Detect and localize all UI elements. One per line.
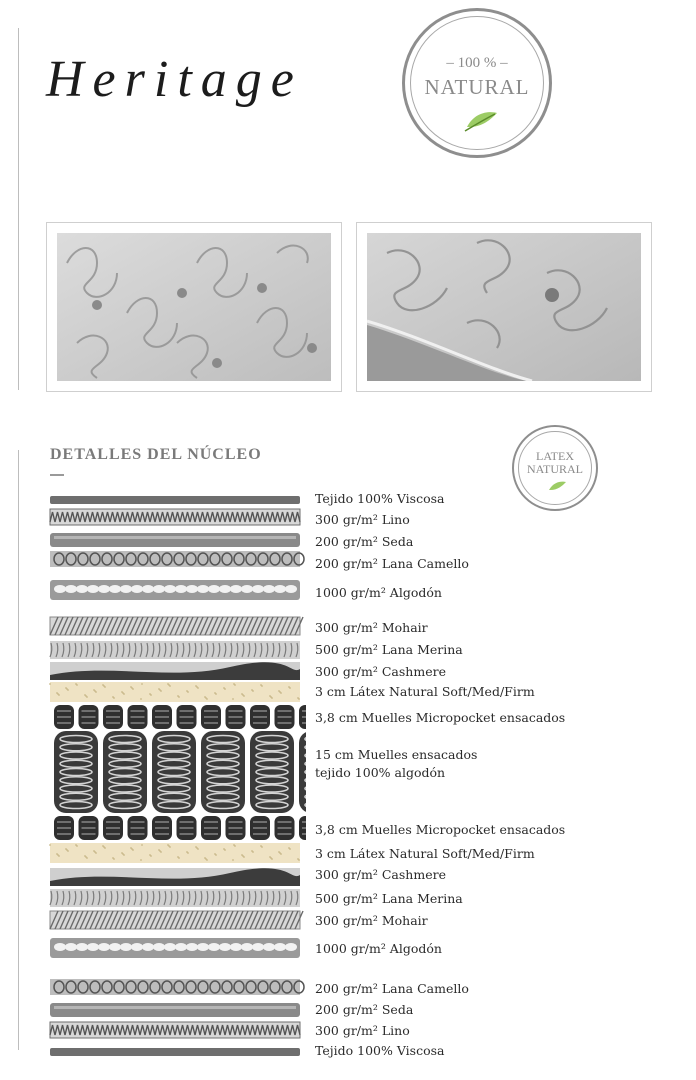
natural-badge-top: – 100 % – [446, 55, 508, 71]
layer-label [315, 490, 444, 508]
layer-label-text: 300 gr/m² Cashmere [315, 664, 446, 679]
section-title: DETALLES DEL NÚCLEO [50, 446, 262, 463]
layer-label-text: 500 gr/m² Lana Merina [315, 642, 463, 657]
mattress-edge-photo [356, 222, 652, 392]
layer-label-text: 15 cm Muelles ensacados [315, 747, 478, 762]
layer-label-text: 300 gr/m² Lino [315, 512, 410, 527]
layer-label [315, 1042, 444, 1060]
natural-badge [402, 8, 552, 158]
layer-fabric [50, 1048, 300, 1056]
layer-solid-dark [50, 533, 300, 547]
layer-label [315, 511, 410, 529]
layer-diagonal [50, 911, 303, 929]
layer-label [315, 866, 446, 884]
layer-label [315, 709, 565, 727]
latex-badge-line1: LATEX [536, 449, 574, 463]
layer-wave [50, 662, 300, 680]
leaf-icon [461, 107, 501, 133]
layer-label-text: 300 gr/m² Cashmere [315, 867, 446, 882]
page-title: Heritage [46, 51, 303, 108]
layer-label [315, 619, 428, 637]
layer-label-text: Tejido 100% Viscosa [315, 1043, 445, 1058]
layer-wave [50, 868, 300, 886]
layer-solid-dark [50, 1003, 300, 1017]
layer-diagonal [50, 617, 303, 635]
layer-label [315, 821, 565, 839]
latex-natural-badge [512, 425, 598, 511]
layer-micropocket [54, 816, 306, 840]
layer-label [315, 746, 477, 782]
layer-latex [49, 682, 300, 702]
mattress-top-photo [46, 222, 342, 392]
layer-loops [50, 979, 304, 995]
layer-label [315, 940, 442, 958]
layer-cotton [50, 938, 300, 958]
layer-label-text: 500 gr/m² Lana Merina [315, 891, 463, 906]
layer-label [315, 584, 442, 602]
layer-cotton [50, 580, 300, 600]
layer-label [315, 1001, 413, 1019]
layer-label [315, 663, 446, 681]
divider-top [18, 28, 19, 390]
layer-label-text: 3 cm Látex Natural Soft/Med/Firm [315, 684, 535, 699]
layer-label [315, 641, 463, 659]
layer-label [315, 890, 463, 908]
layer-label-text: 200 gr/m² Seda [315, 534, 414, 549]
layer-label-text: 200 gr/m² Lana Camello [315, 981, 469, 996]
layer-label-text: 1000 gr/m² Algodón [315, 941, 442, 956]
layer-latex [49, 843, 300, 863]
layer-springs [54, 731, 306, 813]
layer-label-text: 1000 gr/m² Algodón [315, 585, 442, 600]
layer-label [315, 533, 413, 551]
layer-label [315, 980, 469, 998]
layer-label-text: 300 gr/m² Mohair [315, 913, 428, 928]
layer-label-text: 3 cm Látex Natural Soft/Med/Firm [315, 846, 535, 861]
layer-label-text: 3,8 cm Muelles Micropocket ensacados [315, 710, 566, 725]
layer-wool [50, 641, 300, 659]
layer-micropocket [54, 705, 306, 729]
layer-fabric [50, 496, 300, 504]
layer-label [315, 683, 535, 701]
core-layers-diagram [44, 490, 306, 1070]
leaf-icon [546, 479, 568, 493]
layer-label-text: 300 gr/m² Lino [315, 1023, 410, 1038]
layer-loops [50, 551, 304, 567]
layer-label [315, 1022, 410, 1040]
layer-label-text: Tejido 100% Viscosa [315, 491, 445, 506]
layer-label-text: 200 gr/m² Seda [315, 1002, 414, 1017]
layer-label [315, 912, 428, 930]
section-title-underline [50, 474, 64, 476]
layer-label [315, 845, 535, 863]
layer-label-text: 300 gr/m² Mohair [315, 620, 428, 635]
layer-label-text: 3,8 cm Muelles Micropocket ensacados [315, 822, 566, 837]
divider-bottom [18, 450, 19, 1050]
layer-zigzag [50, 1022, 300, 1038]
layer-label-text-2: tejido 100% algodón [315, 765, 446, 780]
layer-wool [50, 889, 300, 907]
layer-label [315, 555, 469, 573]
layer-label-text: 200 gr/m² Lana Camello [315, 556, 469, 571]
latex-badge-line2: NATURAL [527, 462, 583, 476]
layer-zigzag [50, 509, 300, 525]
natural-badge-bottom: NATURAL [424, 75, 530, 99]
